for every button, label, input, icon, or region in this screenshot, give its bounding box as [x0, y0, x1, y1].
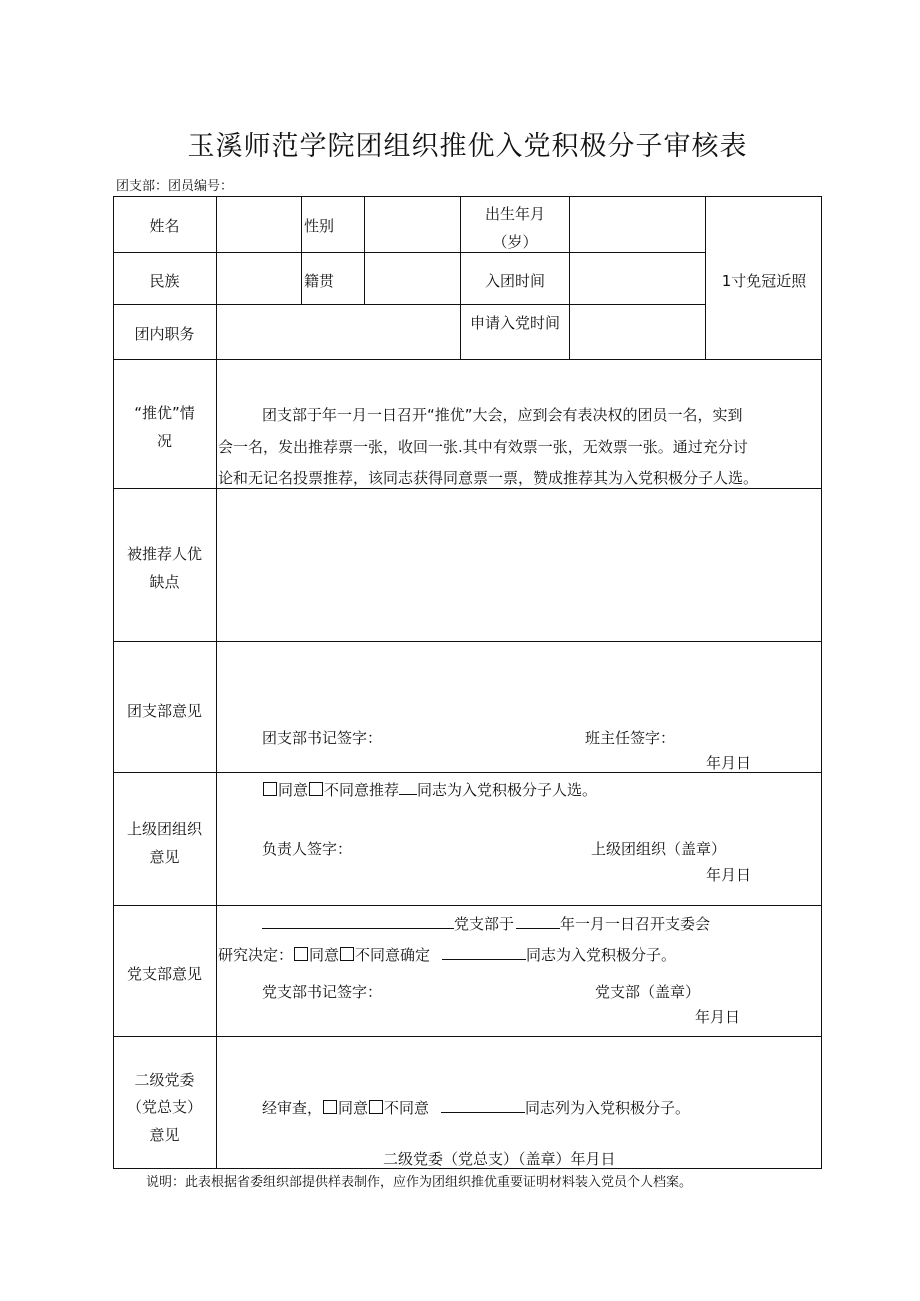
- committee-agree-label: 同意: [338, 1099, 369, 1117]
- agree-checkbox[interactable]: [263, 782, 277, 796]
- pb-agree-label: 同意: [309, 946, 340, 964]
- pb-name-blank[interactable]: [442, 945, 526, 960]
- committee-name-blank[interactable]: [441, 1098, 525, 1113]
- party-branch-date: 年月日: [695, 1008, 741, 1026]
- branch-opinion-date: 年月日: [706, 754, 752, 772]
- branch-opinion-label: 团支部意见: [126, 702, 202, 720]
- disagree-label: 不同意推荐: [324, 781, 400, 799]
- form-title: 玉溪师范学院团组织推优入党积极分子审核表: [187, 131, 748, 162]
- position-label: 团内职务: [134, 325, 195, 343]
- party-branch-line-1: [262, 913, 710, 934]
- party-branch-line-1-b: 年一月一日召开支委会: [560, 915, 711, 933]
- branch-secretary-sign: 团支部书记签字：: [262, 729, 383, 747]
- upper-opinion-label: 上级团组织: [126, 820, 202, 838]
- committee-agree-checkbox[interactable]: [323, 1100, 337, 1114]
- pb-agree-checkbox[interactable]: [294, 947, 308, 961]
- upper-org-seal: 上级团组织（盖章）: [591, 840, 727, 858]
- recommend-text-line-1: 团支部于年一月一日召开“推优”大会，应到会有表决权的团员一名，实到: [262, 406, 743, 424]
- committee-label-3: 意见: [149, 1126, 180, 1144]
- upper-opinion-date: 年月日: [706, 866, 752, 884]
- recommend-label: “推优”情: [134, 404, 195, 422]
- committee-disagree-label: 不同意: [384, 1099, 430, 1117]
- pb-disagree-label: 不同意确定: [355, 946, 431, 964]
- committee-label: 二级党委: [134, 1071, 195, 1089]
- committee-line: [262, 1097, 690, 1118]
- birth-age-label: （岁）: [492, 233, 538, 251]
- upper-responsible-sign: 负责人签字：: [262, 840, 353, 858]
- league-join-label: 入团时间: [484, 272, 545, 290]
- party-branch-label: 党支部意见: [126, 965, 202, 983]
- name-label: 姓名: [149, 217, 180, 235]
- merits-label: 被推荐人优: [126, 545, 202, 563]
- native-place-label: 籍贯: [304, 272, 335, 290]
- upper-opinion-label-2: 意见: [149, 848, 180, 866]
- disagree-checkbox[interactable]: [309, 782, 323, 796]
- photo-placeholder: 1寸免冠近照: [721, 272, 807, 290]
- party-secretary-sign: 党支部书记签字：: [262, 983, 383, 1001]
- upper-opinion-choice: [262, 779, 597, 800]
- ethnicity-label: 民族: [149, 272, 180, 290]
- committee-review-prefix: 经审查，: [262, 1099, 323, 1117]
- upper-opinion-tail: 同志为入党积极分子人选。: [417, 781, 598, 799]
- party-branch-seal: 党支部（盖章）: [595, 983, 701, 1001]
- gender-label: 性别: [304, 217, 335, 235]
- class-teacher-sign: 班主任签字：: [585, 729, 676, 747]
- party-branch-line-1-a: 党支部于: [454, 915, 515, 933]
- recommend-text-line-2: 会一名，发出推荐票一张，收回一张.其中有效票一张，无效票一张。通过充分讨: [218, 438, 748, 456]
- form-subheader: 团支部：团员编号：: [116, 179, 234, 194]
- committee-seal-date: 二级党委（党总支）（盖章）年月日: [383, 1150, 616, 1168]
- agree-label: 同意: [278, 781, 309, 799]
- party-branch-line-2: [218, 944, 676, 965]
- merits-label-2: 缺点: [149, 573, 180, 591]
- recommend-text-line-3: 论和无记名投票推荐，该同志获得同意票一票，赞成推荐其为入党积极分子人选。: [218, 469, 759, 487]
- year-blank[interactable]: [516, 914, 560, 929]
- name-blank[interactable]: [399, 780, 417, 795]
- party-branch-name-blank[interactable]: [262, 914, 454, 929]
- committee-disagree-checkbox[interactable]: [369, 1100, 383, 1114]
- pb-tail: 同志为入党积极分子。: [526, 946, 677, 964]
- committee-tail: 同志列为入党积极分子。: [525, 1099, 691, 1117]
- pb-disagree-checkbox[interactable]: [340, 947, 354, 961]
- apply-time-label: 申请入党时间: [469, 314, 560, 332]
- footnote: 说明：此表根据省委组织部提供样表制作，应作为团组织推优重要证明材料装入党员个人档案。: [146, 1175, 693, 1190]
- birth-label: 出生年月: [484, 205, 545, 223]
- recommend-label-2: 况: [156, 432, 172, 450]
- committee-label-2: （党总支）: [126, 1098, 202, 1116]
- party-branch-decision-label: 研究决定：: [218, 946, 294, 964]
